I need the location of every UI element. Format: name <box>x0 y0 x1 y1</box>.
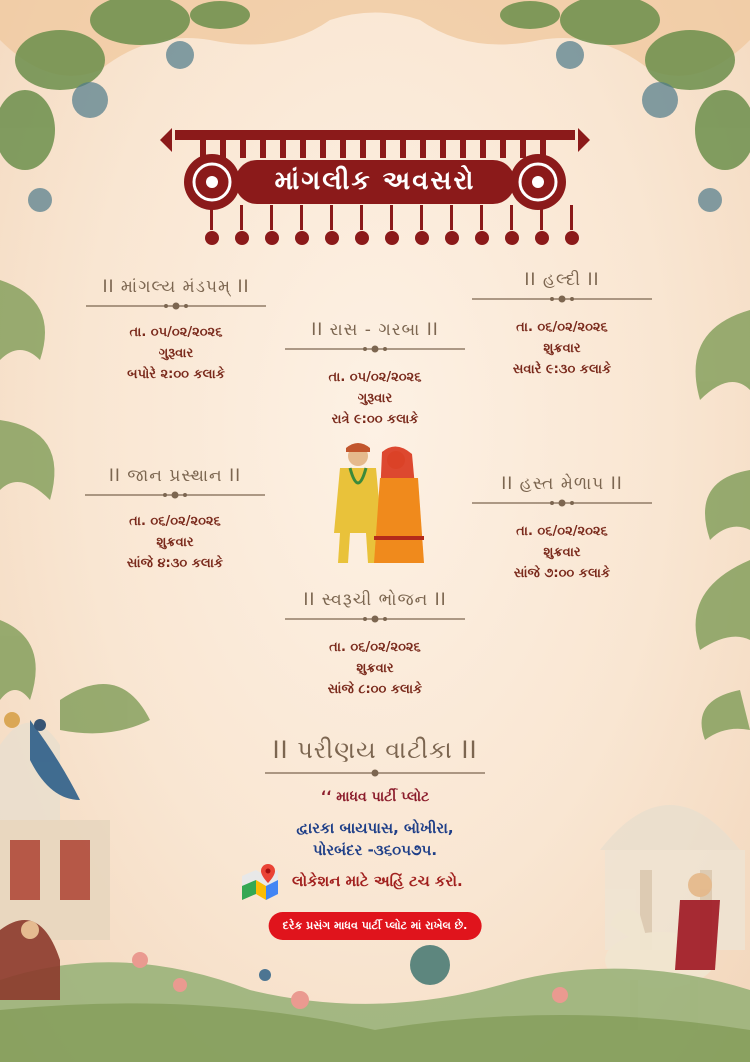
event-hast-melap <box>472 474 652 584</box>
event-mangalya-mandapam <box>86 277 266 385</box>
event-day: ગુરૂવાર <box>357 391 393 406</box>
event-day: શુક્રવાર <box>356 661 394 676</box>
divider-ornament <box>265 769 485 777</box>
event-title: II હસ્ત મેળાપ II <box>501 474 623 494</box>
event-time: સવારે ૯:૩૦ કલાકે <box>512 362 612 377</box>
event-time: બપોરે ૨:૦૦ કલાકે <box>127 367 225 382</box>
event-time: સાંજે ૮:૦૦ કલાકે <box>327 682 423 697</box>
divider-ornament <box>85 491 265 499</box>
google-maps-icon[interactable] <box>240 862 280 900</box>
event-day: શુક્રવાર <box>543 341 581 356</box>
event-title: II રાસ - ગરબા II <box>311 320 439 340</box>
event-title: II જાન પ્રસ્થાન II <box>108 466 242 486</box>
divider-ornament <box>472 499 652 507</box>
banner-title: માંગલીક અવસરો <box>274 166 476 196</box>
event-day: ગુરૂવાર <box>158 346 194 361</box>
event-title: II માંગલ્ય મંડપમ્ II <box>102 277 250 297</box>
venue-name: ‘‘ માધવ પાર્ટી પ્લોટ <box>320 789 430 805</box>
event-time: રાત્રે ૯:૦૦ કલાકે <box>331 412 419 427</box>
event-date: તા. ૦૬/૦૨/૨૦૨૬ <box>329 640 421 655</box>
event-haldi <box>472 270 652 380</box>
venue-section <box>265 736 485 861</box>
event-date: તા. ૦૫/૦૨/૨૦૨૬ <box>328 370 422 385</box>
couple-illustration <box>320 438 430 573</box>
notice-badge: દરેક પ્રસંગ માધવ પાર્ટી પ્લોટ માં રાખેલ છે. <box>269 912 482 940</box>
location-link-text[interactable]: લોકેશન માટે અહિં ટચ કરો. <box>292 872 463 890</box>
event-date: તા. ૦૫/૦૨/૨૦૨૬ <box>129 325 223 340</box>
event-title: II હલ્દી II <box>524 270 600 290</box>
venue-address-line2: પોરબંદર -૩૬૦૫૭૫. <box>312 841 438 859</box>
event-swaruchi-bhojan <box>285 590 465 700</box>
divider-ornament <box>86 302 266 310</box>
event-day: શુક્રવાર <box>543 545 581 560</box>
event-time: સાંજે ૭:૦૦ કલાકે <box>513 566 611 581</box>
divider-ornament <box>472 295 652 303</box>
venue-address-line1: દ્વારકા બાયપાસ, બોખીરા, <box>296 819 454 837</box>
location-link[interactable] <box>240 862 463 900</box>
divider-ornament <box>285 345 465 353</box>
divider-ornament <box>285 615 465 623</box>
venue-title: II પરીણય વાટીકા II <box>272 736 478 764</box>
event-date: તા. ૦૬/૦૨/૨૦૨૬ <box>129 514 221 529</box>
event-day: શુક્રવાર <box>156 535 194 550</box>
event-time: સાંજે ૪:૩૦ કલાકે <box>126 556 224 571</box>
event-date: તા. ૦૬/૦૨/૨૦૨૬ <box>516 524 608 539</box>
event-date: તા. ૦૬/૦૨/૨૦૨૬ <box>516 320 608 335</box>
event-raas-garba <box>285 320 465 430</box>
event-title: II સ્વરૂચી ભોજન II <box>303 590 447 610</box>
event-jaan-prasthan <box>85 466 265 574</box>
